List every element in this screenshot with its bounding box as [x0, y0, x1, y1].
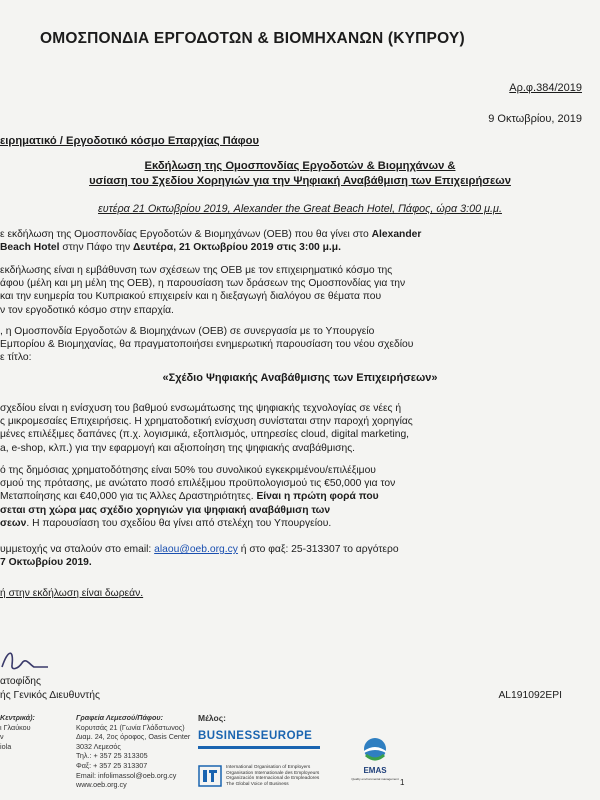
oie-logo-text — [226, 765, 319, 787]
businesseurope-logo-bar — [198, 746, 320, 749]
first-time-bold-cont: σεται στη χώρα μας σχέδιο χορηγιών για ψηφιακή αναβάθμιση των — [0, 504, 331, 516]
invitation-text: ε εκδήλωση της Ομοσπονδίας Εργοδοτών & Βιομηχάνων (ΟΕΒ) που θα γίνει στο — [0, 229, 372, 240]
oie-logo-icon — [198, 765, 222, 787]
footer-limassol-block — [76, 713, 190, 790]
footer-limassol-line: Τηλ.: + 357 25 313305 — [76, 751, 148, 761]
member-label: Μέλος: — [198, 713, 226, 723]
funding-line-end: . Η παρουσίαση του σχεδίου θα γίνει από στελέχη του Υπουργείου. — [26, 517, 332, 529]
rsvp-fax-text: ή στο φαξ: 25-313307 το αργότερο — [237, 544, 399, 555]
oie-text-line: The Global Voice of Business — [226, 781, 289, 787]
purpose-line: και την ευημερία του Κυπριακού επιχειρείν και η διεξαγωγή διαλόγου σε θέματα που — [0, 291, 382, 303]
signatory-name: ατοφίδης — [0, 676, 41, 687]
footer-limassol-line: Φαξ: + 357 25 313307 — [76, 760, 148, 770]
purpose-line: εκδήλωσης είναι η εμβάθυνση των σχέσεων της ΟΕΒ με τον επιχειρηματικό κόσμο της — [0, 265, 393, 276]
plan-aim-line: σχεδίου είναι η ενίσχυση του βαθμού ενσωμάτωσης της ψηφιακής τεχνολογίας σε νέες ή — [0, 403, 402, 414]
subject-line-2: υσίαση του Σχεδίου Χορηγιών για την Ψηφιακή Αναβάθμιση των Επιχειρήσεων — [89, 175, 511, 187]
emas-logo-icon — [351, 735, 399, 785]
footer-hq-line: ν — [0, 732, 4, 742]
paragraph-presentation — [0, 325, 413, 365]
presentation-line: ε τίτλο: — [0, 352, 32, 364]
businesseurope-logo: BUSINESSEUROPE — [198, 730, 313, 742]
footer-limassol-line: 3032 Λεμεσός — [76, 741, 121, 751]
footer-hq-block — [0, 713, 35, 751]
subject-line-1: Εκδήλωση της Ομοσπονδίας Εργοδοτών & Βιομηχάνων & — [144, 160, 456, 172]
funding-line: σμού της πρότασης, με ανώτατο ποσό επιλέξιμου προϋπολογισμού τις €50,000 για τον — [0, 478, 396, 490]
paragraph-purpose — [0, 264, 405, 317]
page-number: 1 — [400, 778, 405, 787]
presentation-line: Εμπορίου & Βιομηχανίας, θα πραγματοποιήσει ενημερωτική παρουσίαση του νέου σχεδίου — [0, 339, 414, 351]
first-time-bold-end: σεων — [0, 517, 27, 529]
presentation-line: , η Ομοσπονδία Εργοδοτών & Βιομηχάνων (ΟΕΒ) σε συνεργασία με το Υπουργείο — [0, 326, 375, 337]
funding-line: Μεταποίησης και €40,000 για τις Άλλες Δραστηριότητες. — [0, 491, 257, 503]
oie-text-line: Organisation Internationale des Employeurs — [226, 770, 320, 776]
event-details-line: ευτέρα 21 Οκτωβρίου 2019, Alexander the Great Beach Hotel, Πάφος, ώρα 3:00 μ.μ. — [98, 203, 502, 215]
funding-line: ό της δημόσιας χρηματοδότησης είναι 50% του συνολικού εγκεκριμένου/επιλέξιμου — [0, 465, 376, 476]
paragraph-funding — [0, 464, 395, 530]
footer-hq-line: iola — [0, 741, 12, 751]
signature-scribble — [0, 645, 60, 675]
footer-limassol-line: Κορυτσάς 21 (Γωνία Γλάδστωνος) — [76, 722, 185, 732]
letter-date: 9 Οκτωβρίου, 2019 — [488, 113, 582, 125]
plan-title: «Σχέδιο Ψηφιακής Αναβάθμισης των Επιχειρήσεων» — [162, 372, 438, 384]
venue-name-cont: Beach Hotel — [0, 242, 60, 254]
rsvp-text: υμμετοχής να σταλούν στο email: — [0, 544, 155, 555]
footer-limassol-title: Γραφεία Λεμεσού/Πάφου: — [76, 713, 163, 722]
paragraph-plan-aim — [0, 402, 413, 455]
invitation-mid: στην Πάφο την — [59, 242, 133, 254]
emas-label: EMAS — [363, 766, 387, 775]
footer-limassol-line: Διαμ. 24, 2ος όροφος, Oasis Center — [76, 732, 191, 742]
venue-name-bold: Alexander — [371, 229, 422, 240]
signatory-title: ής Γενικός Διευθυντής — [0, 690, 100, 701]
oie-text-line: International Organisation of Employers — [226, 765, 311, 770]
footer-hq-title: Κεντρικά): — [0, 713, 35, 722]
reference-number: Αρ.φ.384/2019 — [509, 82, 582, 94]
footer-hq-line: ι Γλαύκου — [0, 722, 31, 732]
paragraph-rsvp — [0, 543, 399, 569]
document-code: AL191092EPI — [498, 690, 562, 701]
plan-aim-line: ς μικρομεσαίες Επιχειρήσεις. Η χρηματοδοτική ενίσχυση συνίσταται στην παροχή χορηγίας — [0, 416, 413, 428]
org-header-title: ΟΜΟΣΠΟΝΔΙΑ ΕΡΓΟΔΟΤΩΝ & ΒΙΟΜΗΧΑΝΩΝ (ΚΥΠΡΟΥ) — [40, 30, 465, 47]
first-time-bold: Είναι η πρώτη φορά που — [256, 491, 379, 503]
recipient-line: ειρηματικό / Εργοδοτικό κόσμο Επαρχίας Πάφου — [0, 135, 259, 147]
emas-sub: Quality environmental management — [351, 777, 399, 781]
footer-website: www.oeb.org.cy — [76, 780, 127, 790]
plan-aim-line: a, e-shop, κλπ.) για την εφαρμογή και αξιοποίηση της ψηφιακής αναβάθμισης. — [0, 442, 356, 454]
purpose-line: ν τον εργοδοτικό κόσμο στην επαρχία. — [0, 304, 174, 316]
footer-limassol-line: Email: infolimassol@oeb.org.cy — [76, 770, 177, 780]
rsvp-email-link[interactable]: alaou@oeb.org.cy — [154, 544, 238, 555]
purpose-line: άφου (μέλη και μη μέλη της ΟΕΒ), η παρουσίαση των δράσεων της Ομοσπονδίας για την — [0, 278, 406, 290]
free-participation-note: ή στην εκδήλωση είναι δωρεάν. — [0, 588, 144, 599]
plan-aim-line: μένες επιλέξιμες δαπάνες (π.χ. λογισμικά, εξοπλισμός, υπηρεσίες cloud, digital marketing, — [0, 429, 410, 441]
event-datetime-bold: Δευτέρα, 21 Οκτωβρίου 2019 στις 3:00 μ.μ. — [133, 242, 341, 254]
paragraph-invitation — [0, 228, 421, 254]
rsvp-deadline: 7 Οκτωβρίου 2019. — [0, 557, 92, 569]
oie-text-line: Organización Internacional de Empleadores — [226, 776, 320, 782]
